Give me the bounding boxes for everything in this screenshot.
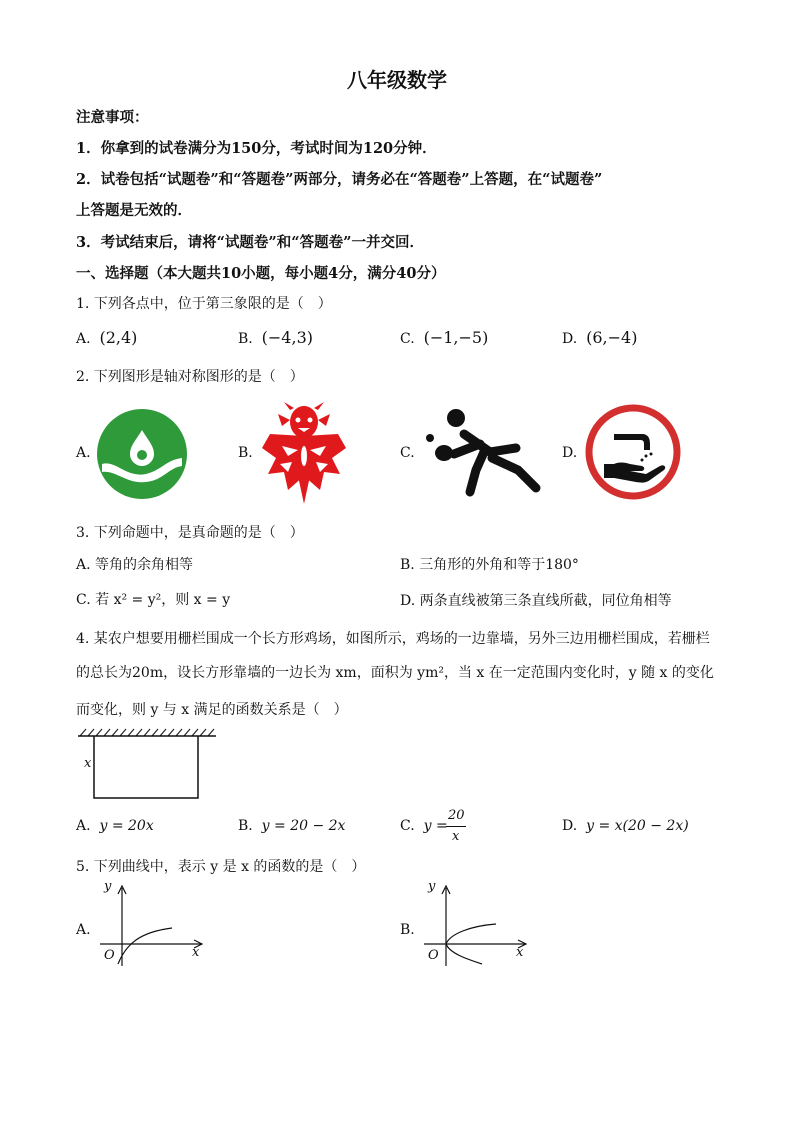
q4-option-d: D. y = x(20 − 2x) (562, 818, 689, 834)
q2-option-a-label: A. (76, 445, 91, 461)
red-papercut-icon (258, 400, 350, 506)
q4-line-3: 而变化，则 y 与 x 满足的函数关系是（ ） (76, 702, 348, 718)
notice-heading: 注意事项： (76, 109, 149, 126)
q1-option-d: D. (6,−4) (562, 328, 638, 347)
q1-option-b: B. (−4,3) (238, 328, 313, 347)
notice-item-1: 1．你拿到的试卷满分为150分，考试时间为120分钟． (76, 140, 437, 157)
q5-option-a-label: A. (76, 922, 91, 938)
q2-stem: 2. 下列图形是轴对称图形的是（ ） (76, 369, 304, 385)
page-title: 八年级数学 (347, 68, 447, 92)
q5-option-b-label: B. (400, 922, 415, 938)
q5-a-y-label: y (104, 879, 112, 894)
q5-b-y-label: y (428, 879, 436, 894)
q1-stem: 1. 下列各点中，位于第三象限的是（ ） (76, 296, 332, 312)
section-heading: 一、选择题（本大题共10小题，每小题4分，满分40分） (76, 265, 446, 282)
q4-option-c: C. y = (400, 818, 448, 834)
tap-hand-sign-icon (584, 404, 682, 500)
q5-b-x-label: x (516, 945, 524, 960)
q4-option-c-fraction-bar (446, 826, 466, 827)
q3-option-a: A. 等角的余角相等 (76, 557, 194, 573)
q3-stem: 3. 下列命题中，是真命题的是（ ） (76, 525, 304, 541)
q1-option-a: A. (2,4) (76, 328, 138, 347)
q5-a-origin-label: O (104, 948, 115, 963)
notice-item-2b: 上答题是无效的． (76, 202, 192, 219)
q5-b-origin-label: O (428, 948, 439, 963)
q4-option-b: B. y = 20 − 2x (238, 818, 346, 834)
q2-option-d-label: D. (562, 445, 578, 461)
notice-item-3: 3．考试结束后，请将“试题卷”和“答题卷”一并交回． (76, 234, 424, 251)
q5-a-x-label: x (192, 945, 200, 960)
q4-option-c-numerator: 20 (448, 808, 465, 823)
q2-option-b-label: B. (238, 445, 253, 461)
q3-option-d: D. 两条直线被第三条直线所截，同位角相等 (400, 593, 672, 609)
table-tennis-player-icon (420, 408, 544, 498)
q4-option-a: A. y = 20x (76, 818, 154, 834)
q1-option-c: C. (−1,−5) (400, 328, 489, 347)
q2-option-c-label: C. (400, 445, 415, 461)
q3-option-c: C. 若 x² = y²，则 x = y (76, 592, 231, 608)
green-water-logo-icon (96, 408, 188, 500)
q4-line-2: 的总长为20m，设长方形靠墙的一边长为 xm，面积为 ym²，当 x 在一定范围内变化时，y 随 x 的变化 (76, 665, 714, 681)
q4-line-1: 4. 某农户想要用栅栏围成一个长方形鸡场，如图所示，鸡场的一边靠墙，另外三边用栅栏围成，若栅栏 (76, 631, 710, 647)
chicken-yard-figure (76, 728, 220, 802)
q4-option-c-denominator: x (452, 829, 460, 844)
notice-item-2a: 2．试卷包括“试题卷”和“答题卷”两部分，请务必在“答题卷”上答题，在“试题卷” (76, 171, 603, 188)
yard-side-label: x (84, 756, 92, 771)
q5-stem: 5. 下列曲线中，表示 y 是 x 的函数的是（ ） (76, 859, 366, 875)
q3-option-b: B. 三角形的外角和等于180° (400, 557, 579, 573)
